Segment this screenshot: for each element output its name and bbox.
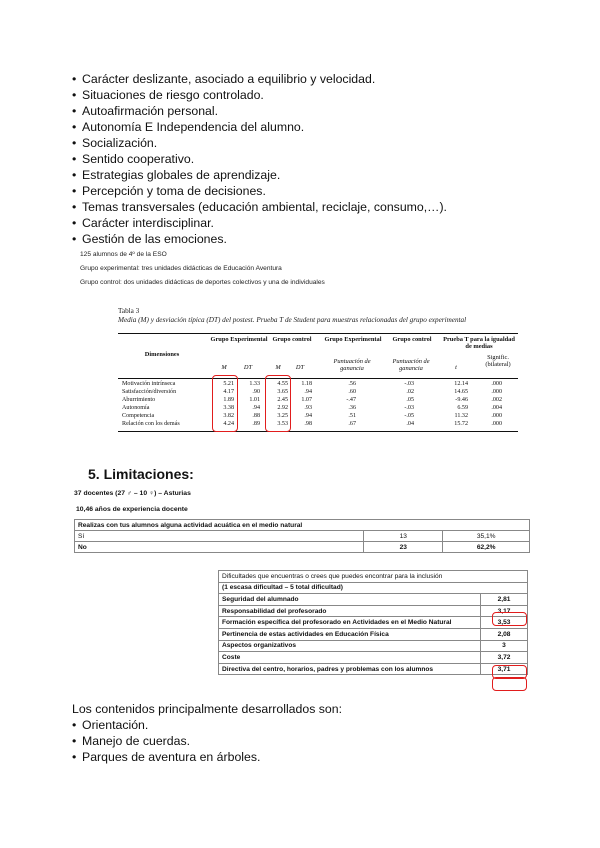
table-row: Formación específica del profesorado en Actividades en el Medio Natural 3,53 (219, 617, 528, 629)
bullet-item-7: • Estrategias globales de aprendizaje. (72, 168, 281, 182)
study-group-ctrl: Grupo control: dos unidades didácticas de deportes colectivos y una de individuales (80, 279, 325, 286)
t3-head-m2: M (275, 364, 281, 371)
table-row: Directiva del centro, horarios, padres y problemas con los alumnos 3,71 (219, 663, 528, 675)
t3-head-grupo-exp2: Grupo Experimental (324, 336, 382, 343)
table-row: Dificultades que encuentras o crees que puedes encontrar para la inclusión (219, 571, 528, 583)
contents-item-2: • Manejo de cuerdas. (72, 734, 191, 748)
table-row: Responsabilidad del profesorado 3,17 (219, 605, 528, 617)
bullet-item-6: • Sentido cooperativo. (72, 152, 195, 166)
bullet-item-8: • Percepción y toma de decisiones. (72, 184, 266, 198)
table-row: Relación con los demás 4.24 .89 3.53 .98 .67 .04 15.72 .000 (122, 421, 502, 427)
t3-head-pg2: Puntuación de ganancia (392, 358, 430, 373)
t3-head-grupo-ctrl: Grupo control (272, 336, 312, 343)
highlight-box-m-exp (212, 375, 238, 432)
table-row: Realizas con tus alumnos alguna actividad acuática en el medio natural (75, 520, 530, 531)
table3-label: Tabla 3 (118, 307, 140, 315)
contents-item-3: • Parques de aventura en árboles. (72, 750, 261, 764)
contents-intro: Los contenidos principalmente desarrollados son: (72, 702, 343, 716)
table-row: Seguridad del alumnado 2,81 (219, 594, 528, 606)
t3-head-m1: M (221, 364, 227, 371)
bullet-item-9: • Temas transversales (educación ambiental, reciclaje, consumo,…). (72, 200, 447, 214)
t3-head-pg1: Puntuación de ganancia (333, 358, 371, 373)
table-row: No 23 62,2% (75, 542, 530, 553)
table3-rule-mid (118, 378, 518, 379)
t3-head-dt1: DT (243, 364, 253, 371)
highlight-box-directiva (492, 677, 527, 691)
table-row: Coste 3,72 (219, 652, 528, 664)
bullet-item-4: • Autonomía E Independencia del alumno. (72, 120, 305, 134)
bullet-item-3: • Autoafirmación personal. (72, 104, 219, 118)
section-heading-limitaciones: 5. Limitaciones: (88, 466, 194, 482)
study-students: 125 alumnos de 4º de la ESO (80, 251, 167, 258)
highlight-box-responsabilidad (492, 612, 527, 626)
bullet-item-11: • Gestión de las emociones. (72, 232, 227, 246)
table3-caption: Media (M) y desviación típica (DT) del postest. Prueba T de Student para muestras relacionadas del grupo experimental (118, 316, 467, 324)
highlight-box-m-ctrl (265, 375, 291, 432)
bullet-item-10: • Carácter interdisciplinar. (72, 216, 214, 230)
bullet-item-5: • Socialización. (72, 136, 158, 150)
t3-head-grupo-ctrl2: Grupo control (392, 336, 432, 343)
table-row: Sí 13 35,1% (75, 531, 530, 542)
t3-head-grupo-exp: Grupo Experimental (210, 336, 268, 343)
teaching-experience: 10,46 años de experiencia docente (76, 506, 188, 513)
t3-head-signif: Signific. (bilateral) (485, 354, 511, 369)
t3-head-dt2: DT (295, 364, 305, 371)
t3-head-dimensions: Dimensiones (144, 351, 180, 358)
table-difficulties (218, 570, 528, 675)
study-group-exp: Grupo experimental: tres unidades didácticas de Educación Aventura (80, 265, 282, 272)
contents-item-1: • Orientación. (72, 718, 149, 732)
bullet-item-2: • Situaciones de riesgo controlado. (72, 88, 264, 102)
bullet-item-1: • Carácter deslizante, asociado a equilibrio y velocidad. (72, 72, 376, 86)
t3-head-prueba: Prueba T para la igualdad de medias (443, 336, 515, 351)
table-row: Competencia 3.82 .88 3.25 .94 .51 -.05 11.32 .000 (122, 413, 502, 419)
t3-head-t: t (455, 364, 457, 371)
table-row: Aspectos organizativos 3 (219, 640, 528, 652)
table-row: Autonomía 3.38 .94 2.92 .93 .36 -.03 6.59 .004 (122, 405, 502, 411)
table3-rule-top (118, 333, 518, 334)
table-row: (1 escasa dificultad – 5 total dificultad) (219, 582, 528, 594)
table-row: Pertinencia de estas actividades en Educación Física 2,08 (219, 628, 528, 640)
teachers-count: 37 docentes (27 ♂ – 10 ♀) – Asturias (74, 490, 191, 497)
table3-rule-bottom (118, 431, 518, 432)
table-row: Aburrimiento 1.89 1.01 2.45 1.07 -.47 .05 -9.46 .002 (122, 397, 502, 403)
table-aquatic-activity (74, 519, 530, 553)
table-row: Satisfacción/diversión 4.17 .90 3.65 .94 .60 .02 14.65 .000 (122, 389, 502, 395)
table-row: Motivación intrínseca 5.21 1.33 4.55 1.18 .56 -.03 12.14 .000 (122, 381, 502, 387)
